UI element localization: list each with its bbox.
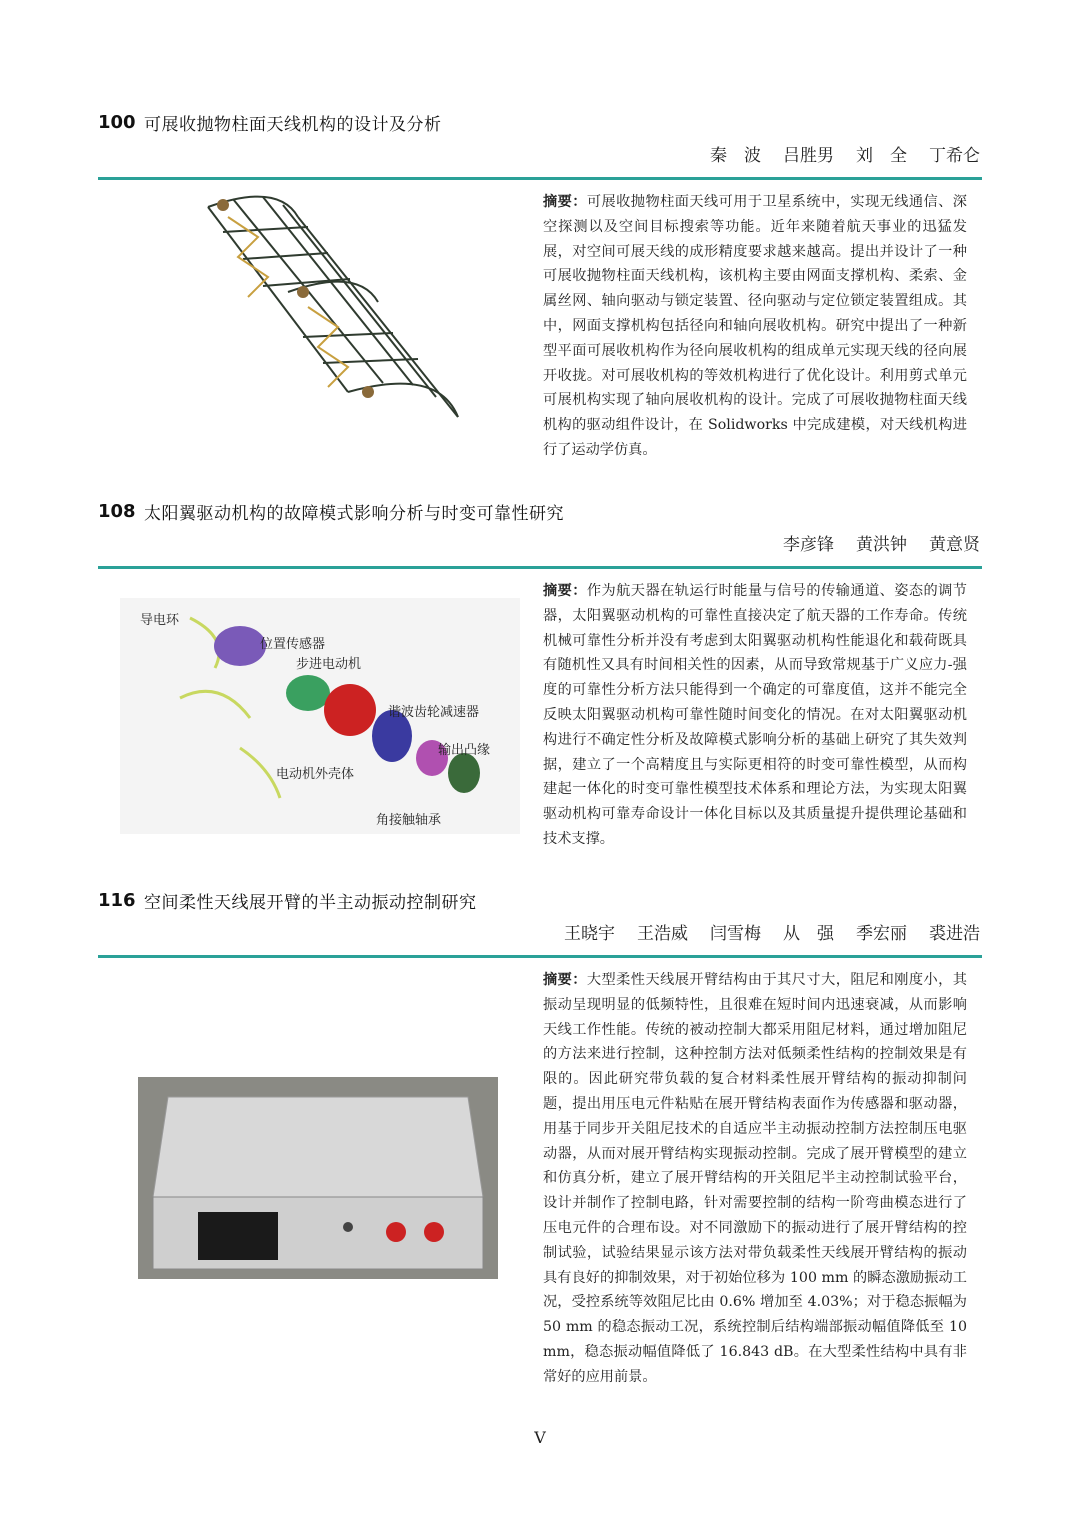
article-abstract <box>543 190 967 463</box>
author: 黄洪钟 <box>856 535 907 555</box>
author: 刘 全 <box>856 146 907 166</box>
author: 裘进浩 <box>929 924 980 944</box>
control-instrument-photo <box>138 1077 498 1279</box>
figure-label: 导电环 <box>140 613 180 628</box>
abstract-label: 摘要： <box>543 972 587 988</box>
figure-label: 角接触轴承 <box>376 813 442 828</box>
antenna-mechanism-figure <box>168 187 468 477</box>
article-title: 空间柔性天线展开臂的半主动振动控制研究 <box>144 892 477 913</box>
author: 吕胜男 <box>783 146 834 166</box>
abstract-label: 摘要： <box>543 194 587 210</box>
abstract-text: 可展收抛物柱面天线可用于卫星系统中，实现无线通信、深空探测以及空间目标搜索等功能。近年来随着航天事业的迅猛发展，对空间可展天线的成形精度要求越来越高。提出并设计了一种可展收抛物柱面天线机构，该机构主要由网面支撑机构、柔索、金属丝网、轴向驱动与锁定装置、径向驱动与定位锁定装置组成。其中，网面支撑机构包括径向和轴向展收机构。研究中提出了一种新型平面可展收机构作为径向展收机构的组成单元实现天线的径向展开收拢。对可展收机构的等效机构进行了优化设计。利用剪式单元可展机构实现了轴向展收机构的设计。完成了可展收抛物柱面天线机构的驱动组件设计，在 Solidworks 中完成建模，对天线机构进行了运动学仿真。 <box>543 194 967 458</box>
author: 黄意贤 <box>929 535 980 555</box>
article-page-number: 100 <box>98 111 136 133</box>
article-abstract <box>543 579 967 852</box>
page-footer-number: V <box>534 1428 546 1447</box>
author: 季宏丽 <box>856 924 907 944</box>
figure-label: 输出凸缘 <box>438 743 491 758</box>
article-title: 可展收抛物柱面天线机构的设计及分析 <box>144 114 442 135</box>
figure-label: 步进电动机 <box>296 657 362 672</box>
author: 闫雪梅 <box>710 924 761 944</box>
article-abstract <box>543 968 967 1390</box>
article-title-row <box>98 885 982 915</box>
author: 丁希仑 <box>929 146 980 166</box>
solar-array-drive-figure <box>120 598 520 834</box>
section-divider <box>98 566 982 569</box>
author: 从 强 <box>783 924 834 944</box>
figure-label: 谐波齿轮减速器 <box>388 705 480 720</box>
article-authors <box>710 141 980 169</box>
article-title: 太阳翼驱动机构的故障模式影响分析与时变可靠性研究 <box>144 503 564 524</box>
figure-label: 电动机外壳体 <box>276 767 355 782</box>
article-page-number: 108 <box>98 500 136 522</box>
author: 王浩威 <box>637 924 688 944</box>
abstract-text: 大型柔性天线展开臂结构由于其尺寸大，阻尼和刚度小，其振动呈现明显的低频特性，且很难在短时间内迅速衰减，从而影响天线工作性能。传统的被动控制大都采用阻尼材料，通过增加阻尼的方法来进行控制，这种控制方法对低频柔性结构的控制效果是有限的。因此研究带负载的复合材料柔性展开臂结构的振动抑制问题，提出用压电元件粘贴在展开臂结构表面作为传感器和驱动器，用基于同步开关阻尼技术的自适应半主动振动控制方法控制压电驱动器，从而对展开臂结构实现振动控制。完成了展开臂模型的建立和仿真分析，建立了展开臂结构的开关阻尼半主动控制试验平台，设计并制作了控制电路，针对需要控制的结构一阶弯曲模态进行了压电元件的合理布设。对不同激励下的振动进行了展开臂结构的控制试验，试验结果显示该方法对带负载柔性天线展开臂结构的振动具有良好的抑制效果，对于初始位移为 100 mm 的瞬态激励振动工况，受控系统等效阻尼比由 0.6% 增加至 4.03%；对于稳态振幅为 50 mm 的稳态振动工况，系统控制后结构端部振动幅值降低至 10 mm，稳态振动幅值降低了 16.843 dB。在大型柔性结构中具有非常好的应用前景。 <box>543 972 967 1385</box>
article-title-row <box>98 496 982 526</box>
author: 秦 波 <box>710 146 761 166</box>
abstract-label: 摘要： <box>543 583 587 599</box>
author: 王晓宇 <box>564 924 615 944</box>
article-title-row <box>98 107 982 137</box>
article-page-number: 116 <box>98 889 136 911</box>
abstract-text: 作为航天器在轨运行时能量与信号的传输通道、姿态的调节器，太阳翼驱动机构的可靠性直接决定了航天器的工作寿命。传统机械可靠性分析并没有考虑到太阳翼驱动机构性能退化和载荷既具有随机性又具有时间相关性的因素，从而导致常规基于广义应力-强度的可靠性分析方法只能得到一个确定的可靠度值，这并不能完全反映太阳翼驱动机构可靠性随时间变化的情况。在对太阳翼驱动机构进行不确定性分析及故障模式影响分析的基础上研究了其失效判据，建立了一个高精度且与实际更相符的时变可靠性模型，从而构建起一体化的时变可靠性模型技术体系和理论方法，为实现太阳翼驱动机构可靠寿命设计一体化目标以及其质量提升提供理论基础和技术支撑。 <box>543 583 967 847</box>
section-divider <box>98 955 982 958</box>
author: 李彦锋 <box>783 535 834 555</box>
article-authors <box>564 919 980 947</box>
article-authors <box>783 530 980 558</box>
section-divider <box>98 177 982 180</box>
figure-label: 位置传感器 <box>260 637 326 652</box>
